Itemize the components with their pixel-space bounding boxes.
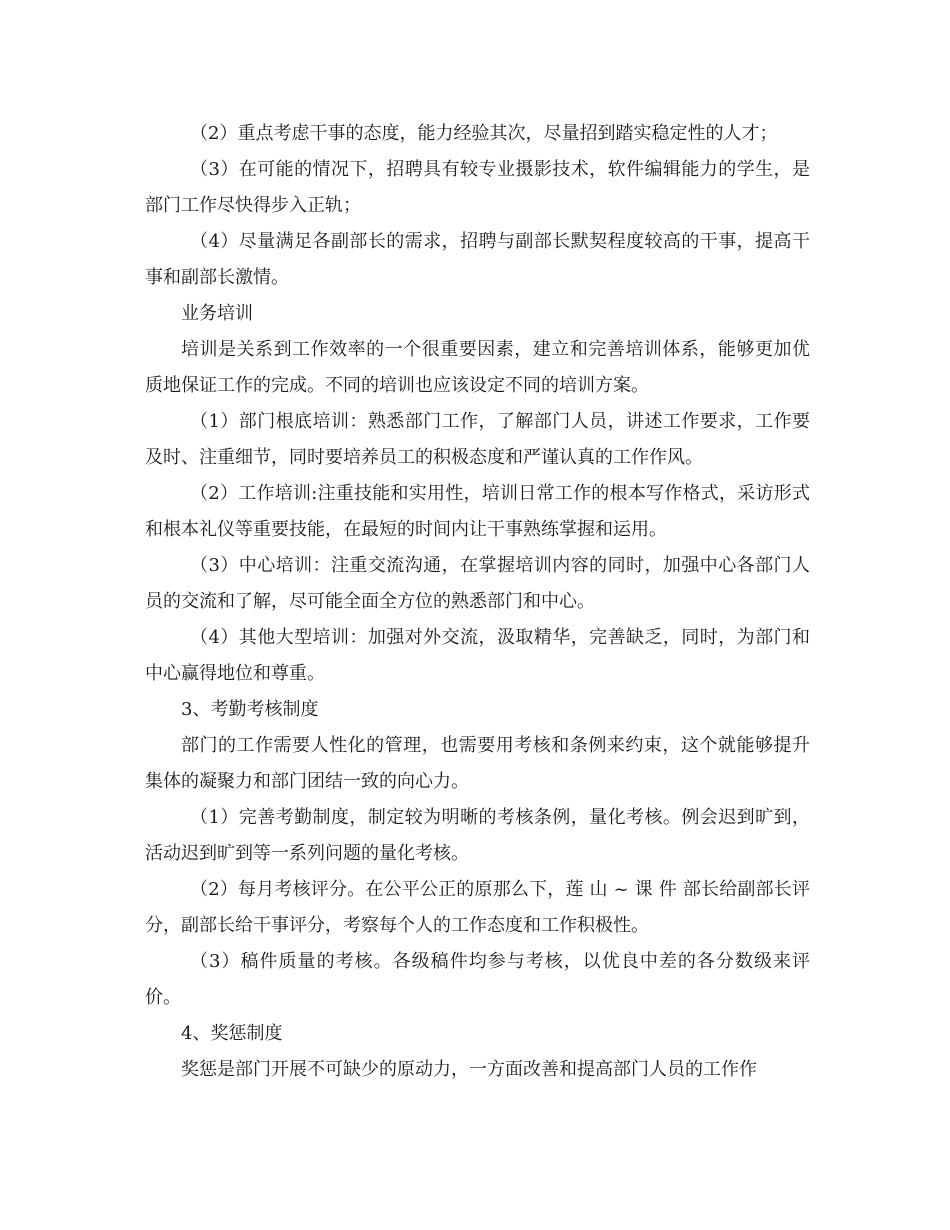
- attendance-point-1: （1）完善考勤制度，制定较为明晰的考核条例，量化考核。例会迟到旷到，活动迟到旷到等一系列问题的量化考核。: [145, 807, 810, 864]
- attendance-intro: 部门的工作需要人性化的管理，也需要用考核和条例来约束，这个就能够提升集体的凝聚力和部门团结一致的向心力。: [145, 735, 810, 792]
- recruit-point-4: （4）尽量满足各副部长的需求，招聘与副部长默契程度较高的干事，提高干事和副部长激情。: [145, 231, 810, 288]
- training-point-1: （1）部门根底培训：熟悉部门工作，了解部门人员，讲述工作要求，工作要及时、注重细节，同时要培养员工的积极态度和严谨认真的工作作风。: [145, 411, 810, 468]
- section-heading-rewards: 4、奖惩制度: [181, 1023, 283, 1044]
- training-intro: 培训是关系到工作效率的一个很重要因素，建立和完善培训体系，能够更加优质地保证工作的完成。不同的培训也应该设定不同的培训方案。: [145, 339, 810, 396]
- training-point-2: （2）工作培训:注重技能和实用性，培训日常工作的根本写作格式，采访形式和根本礼仪等重要技能，在最短的时间内让干事熟练掌握和运用。: [145, 483, 810, 540]
- attendance-point-2: （2）每月考核评分。在公平公正的原那么下，莲 山 ~ 课 件 部长给副部长评分，副部长给干事评分，考察每个人的工作态度和工作积极性。: [145, 879, 810, 936]
- rewards-intro: 奖惩是部门开展不可缺少的原动力，一方面改善和提高部门人员的工作作: [181, 1059, 757, 1080]
- document-body: [145, 116, 810, 1088]
- training-point-4: （4）其他大型培训：加强对外交流，汲取精华，完善缺乏，同时，为部门和中心赢得地位和尊重。: [145, 627, 810, 684]
- section-heading-training: 业务培训: [181, 303, 253, 324]
- attendance-point-3: （3）稿件质量的考核。各级稿件均参与考核，以优良中差的各分数级来评价。: [145, 951, 810, 1008]
- recruit-point-3: （3）在可能的情况下，招聘具有较专业摄影技术，软件编辑能力的学生，是部门工作尽快得步入正轨；: [145, 159, 810, 216]
- recruit-point-2: （2）重点考虑干事的态度，能力经验其次，尽量招到踏实稳定性的人才；: [190, 123, 778, 144]
- training-point-3: （3）中心培训：注重交流沟通，在掌握培训内容的同时，加强中心各部门人员的交流和了解，尽可能全面全方位的熟悉部门和中心。: [145, 555, 810, 612]
- section-heading-attendance: 3、考勤考核制度: [181, 699, 319, 720]
